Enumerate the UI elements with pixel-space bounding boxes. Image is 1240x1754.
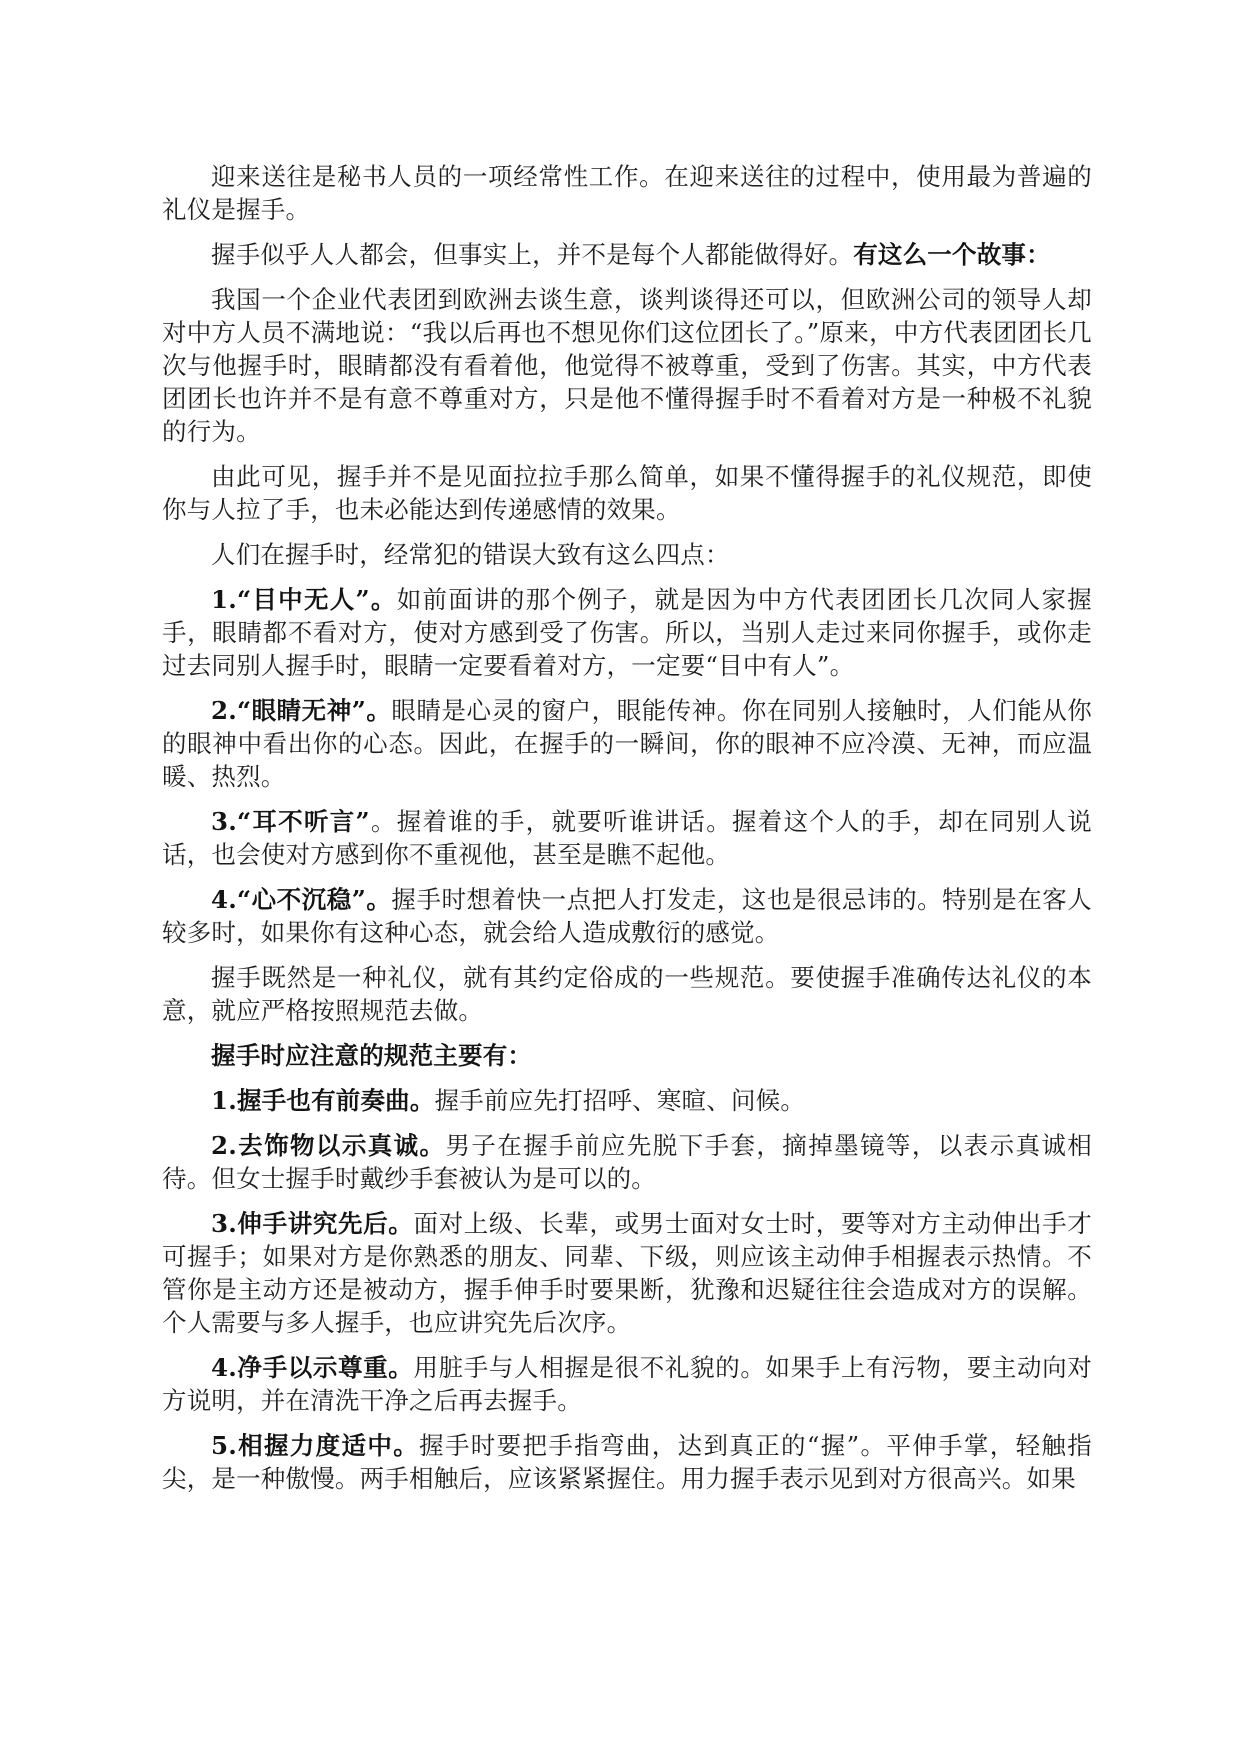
paragraph-conclusion (162, 460, 1092, 526)
paragraph-bold-lead: 1.“目中无人”。 (211, 585, 397, 614)
paragraph-text: 男子在握手前应先脱下手套，摘掉墨镜等，以表示真诚相待。但女士握手时戴纱手套被认为是可以的。 (162, 1131, 1093, 1193)
paragraph-bold-lead: 3.“耳不听言” (211, 807, 370, 836)
paragraph-mistake-1 (162, 583, 1092, 682)
paragraph-text: 我国一个企业代表团到欧洲去谈生意，谈判谈得还可以，但欧洲公司的领导人却对中方人员不满地说：“我以后再也不想见你们这位团长了。”原来，中方代表团团长几次与他握手时，眼睛都没有看着他，他觉得不被尊重，受到了伤害。其实，中方代表团团长也许并不是有意不尊重对方，只是他不懂得握手时不看着对方是一种极不礼貌的行为。 (162, 285, 1092, 446)
paragraph-bold-lead: 4.净手以示尊重。 (211, 1353, 414, 1382)
paragraph-norm-4 (162, 1351, 1092, 1417)
paragraph-text: 握手既然是一种礼仪，就有其约定俗成的一些规范。要使握手准确传达礼仪的本意，就应严格按照规范去做。 (162, 963, 1092, 1025)
paragraph-text: 迎来送往是秘书人员的一项经常性工作。在迎来送往的过程中，使用最为普遍的礼仪是握手。 (162, 162, 1092, 224)
paragraph-text: 由此可见，握手并不是见面拉拉手那么简单，如果不懂得握手的礼仪规范，即使你与人拉了手，也未必能达到传递感情的效果。 (162, 462, 1092, 524)
paragraph-norm-1 (162, 1084, 1092, 1117)
paragraph-text: 握手时要把手指弯曲，达到真正的“握”。平伸手掌，轻触指尖，是一种傲慢。两手相触后，应该紧紧握住。用力握手表示见到对方很高兴。如果 (162, 1431, 1092, 1493)
paragraph-mistakes-intro (162, 538, 1092, 571)
paragraph-norm-5 (162, 1429, 1092, 1495)
paragraph-text: 握手前应先打招呼、寒暄、问候。 (434, 1086, 806, 1115)
paragraph-story-lead (162, 238, 1092, 271)
paragraph-mistake-3 (162, 805, 1092, 871)
paragraph-norms-intro (162, 961, 1092, 1027)
paragraph-norm-2 (162, 1129, 1092, 1195)
paragraph-text: 眼睛是心灵的窗户，眼能传神。你在同别人接触时，人们能从你的眼神中看出你的心态。因此，在握手的一瞬间，你的眼神不应冷漠、无神，而应温暖、热烈。 (162, 696, 1092, 791)
paragraph-bold-lead: 5.相握力度适中。 (211, 1431, 420, 1460)
paragraph-bold-lead: 4.“心不沉稳”。 (211, 885, 392, 914)
paragraph-text: 如前面讲的那个例子，就是因为中方代表团团长几次同人家握手，眼睛都不看对方，使对方感到受了伤害。所以，当别人走过来同你握手，或你走过去同别人握手时，眼睛一定要看着对方，一定要“目中有人”。 (162, 585, 1093, 680)
paragraph-bold-lead: 2.“眼睛无神”。 (211, 696, 392, 725)
paragraph-story (162, 283, 1092, 448)
paragraph-bold-lead: 3.伸手讲究先后。 (211, 1209, 414, 1238)
paragraph-text: 握手时想着快一点把人打发走，这也是很忌讳的。特别是在客人较多时，如果你有这种心态，就会给人造成敷衍的感觉。 (162, 885, 1092, 947)
paragraph-bold-lead: 2.去饰物以示真诚。 (211, 1131, 446, 1160)
paragraph-mistake-4 (162, 883, 1092, 949)
paragraph-text: 用脏手与人相握是很不礼貌的。如果手上有污物，要主动向对方说明，并在清洗干净之后再去握手。 (162, 1353, 1092, 1415)
paragraph-bold-lead: 握手时应注意的规范主要有： (211, 1041, 533, 1070)
paragraph-norm-3 (162, 1207, 1092, 1339)
paragraph-bold-tail: 有这么一个故事： (853, 240, 1051, 269)
paragraph-text: 人们在握手时，经常犯的错误大致有这么四点： (211, 540, 730, 569)
paragraph-text: 握手似乎人人都会，但事实上，并不是每个人都能做得好。 (211, 240, 854, 269)
paragraph-text: 。握着谁的手，就要听谁讲话。握着这个人的手，却在同别人说话，也会使对方感到你不重视他，甚至是瞧不起他。 (162, 807, 1092, 869)
paragraph-bold-lead: 1.握手也有前奏曲。 (211, 1086, 435, 1115)
paragraph-norms-heading (162, 1039, 1092, 1072)
paragraph-text: 面对上级、长辈，或男士面对女士时，要等对方主动伸出手才可握手；如果对方是你熟悉的朋友、同辈、下级，则应该主动伸手相握表示热情。不管你是主动方还是被动方，握手伸手时要果断，犹豫和迟疑往往会造成对方的误解。个人需要与多人握手，也应讲究先后次序。 (162, 1209, 1092, 1337)
paragraph-mistake-2 (162, 694, 1092, 793)
document-page (162, 160, 1092, 1507)
paragraph-intro (162, 160, 1092, 226)
